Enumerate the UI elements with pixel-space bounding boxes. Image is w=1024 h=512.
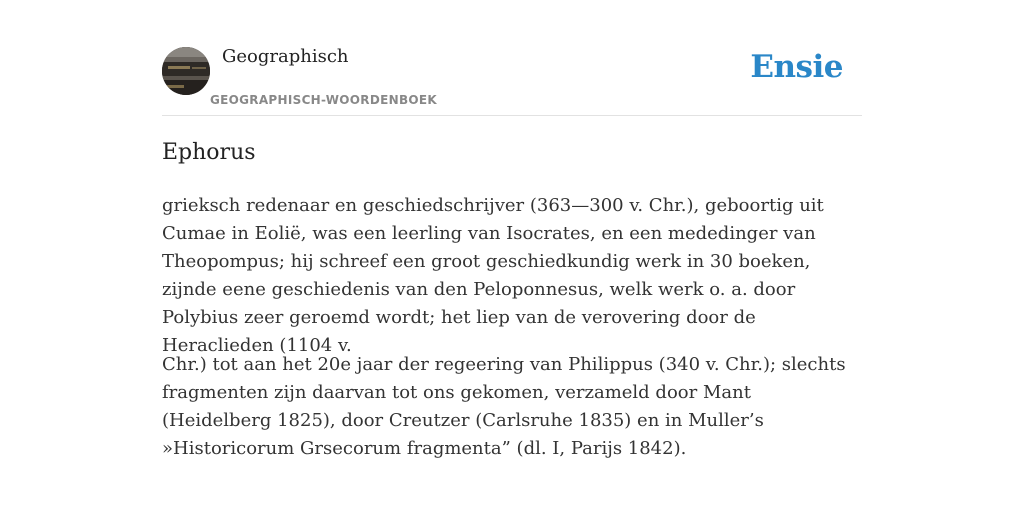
- source-title[interactable]: Geographisch: [222, 46, 349, 67]
- entry-paragraph-2: Chr.) tot aan het 20e jaar der regeering van Philippus (340 v. Chr.); slechts fragmenten zijn daarvan tot ons gekomen, verzameld door Mant (Heidelberg 1825), door Creutzer (Carlsruhe 1835) en in Muller’s »Historicorum Grsecorum fragmenta” (dl. I, Parijs 1842).: [162, 354, 846, 459]
- source-header: [162, 0, 862, 116]
- source-subtitle[interactable]: GEOGRAPHISCH-WOORDENBOEK: [210, 93, 437, 107]
- book-spines-avatar-icon[interactable]: [162, 47, 210, 95]
- entry-title: Ephorus: [162, 140, 256, 165]
- content-container: [162, 0, 862, 459]
- ensie-logo-link[interactable]: Ensie: [750, 49, 843, 85]
- entry-paragraph-1: grieksch redenaar en geschiedschrijver (363—300 v. Chr.), geboortig uit Cumae in Eolië, was een leerling van Isocrates, en een mededinger van Theopompus; hij schreef een groot geschiedkundig werk in 30 boeken, zijnde eene geschiedenis van den Peloponnesus, welk werk o. a. door Polybius zeer geroemd wordt; het liep van de verovering door de Heraclieden (1104 v.: [162, 195, 824, 356]
